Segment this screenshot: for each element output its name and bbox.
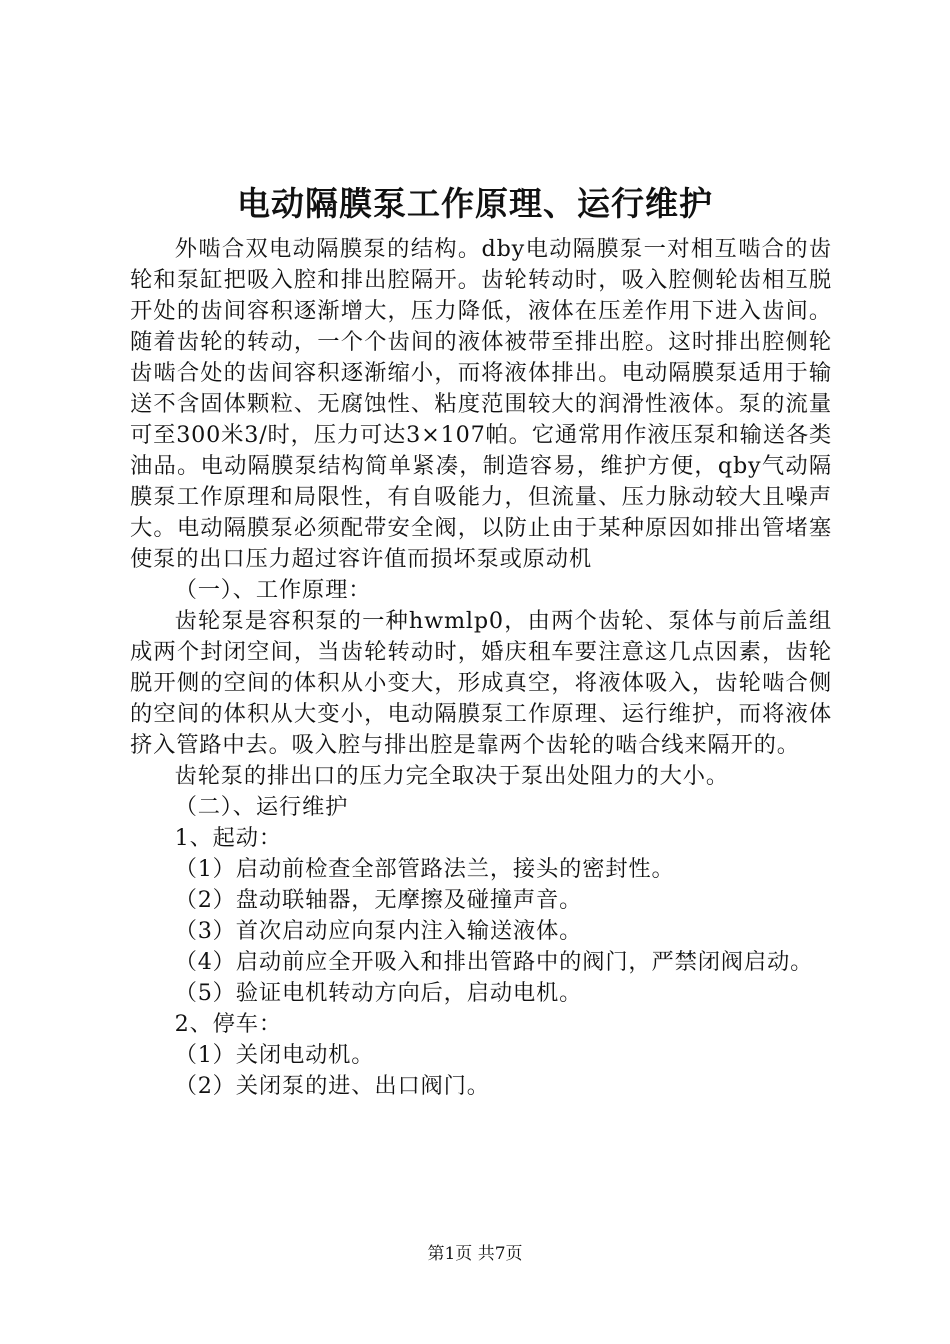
- list-item-startup-2: （2）盘动联轴器，无摩擦及碰撞声音。: [174, 887, 583, 913]
- paragraph-intro: 外啮合双电动隔膜泵的结构。dby电动隔膜泵一对相互啮合的齿轮和泵缸把吸入腔和排出腔隔开。齿轮转动时，吸入腔侧轮齿相互脱开处的齿间容积逐渐增大，压力降低，液体在压差作用下进入齿间。随着齿轮的转动，一个个齿间的液体被带至排出腔。这时排出腔侧轮齿啮合处的齿间容积逐渐缩小，而将液体排出。电动隔膜泵适用于输送不含固体颗粒、无腐蚀性、粘度范围较大的润滑性液体。泵的流量可至300米3/时，压力可达3×107帕。它通常用作液压泵和输送各类油品。电动隔膜泵结构简单紧凑，制造容易，维护方便，qby气动隔膜泵工作原理和局限性，有自吸能力，但流量、压力脉动较大且噪声大。电动隔膜泵必须配带安全阀，以防止由于某种原因如排出管堵塞使泵的出口压力超过容许值而损坏泵或原动机: [130, 236, 833, 572]
- section-heading-maintenance: （二）、运行维护: [174, 794, 349, 820]
- list-item-startup-1: （1）启动前检查全部管路法兰，接头的密封性。: [174, 856, 675, 882]
- subheading-startup: 1、起动：: [174, 825, 282, 851]
- list-item-startup-3: （3）首次启动应向泵内注入输送液体。: [174, 918, 583, 944]
- list-item-shutdown-2: （2）关闭泵的进、出口阀门。: [174, 1073, 490, 1099]
- document-title: 电动隔膜泵工作原理、运行维护: [237, 184, 713, 223]
- section-heading-working-principle: （一）、工作原理：: [174, 577, 372, 603]
- list-item-shutdown-1: （1）关闭电动机。: [174, 1042, 375, 1068]
- list-item-startup-5: （5）验证电机转动方向后，启动电机。: [174, 980, 583, 1006]
- paragraph-working-principle: 齿轮泵是容积泵的一种hwmlp0，由两个齿轮、泵体与前后盖组成两个封闭空间，当齿轮转动时，婚庆租车要注意这几点因素，齿轮脱开侧的空间的体积从小变大，形成真空，将液体吸入，齿轮啮合侧的空间的体积从大变小，电动隔膜泵工作原理、运行维护，而将液体挤入管路中去。吸入腔与排出腔是靠两个齿轮的啮合线来隔开的。: [130, 608, 832, 758]
- subheading-shutdown: 2、停车：: [174, 1011, 282, 1037]
- page-footer: 第1页 共7页: [427, 1244, 523, 1264]
- paragraph-outlet-pressure: 齿轮泵的排出口的压力完全取决于泵出处阻力的大小。: [174, 763, 729, 789]
- document-body: [130, 234, 832, 1102]
- list-item-startup-4: （4）启动前应全开吸入和排出管路中的阀门，严禁闭阀启动。: [174, 949, 814, 975]
